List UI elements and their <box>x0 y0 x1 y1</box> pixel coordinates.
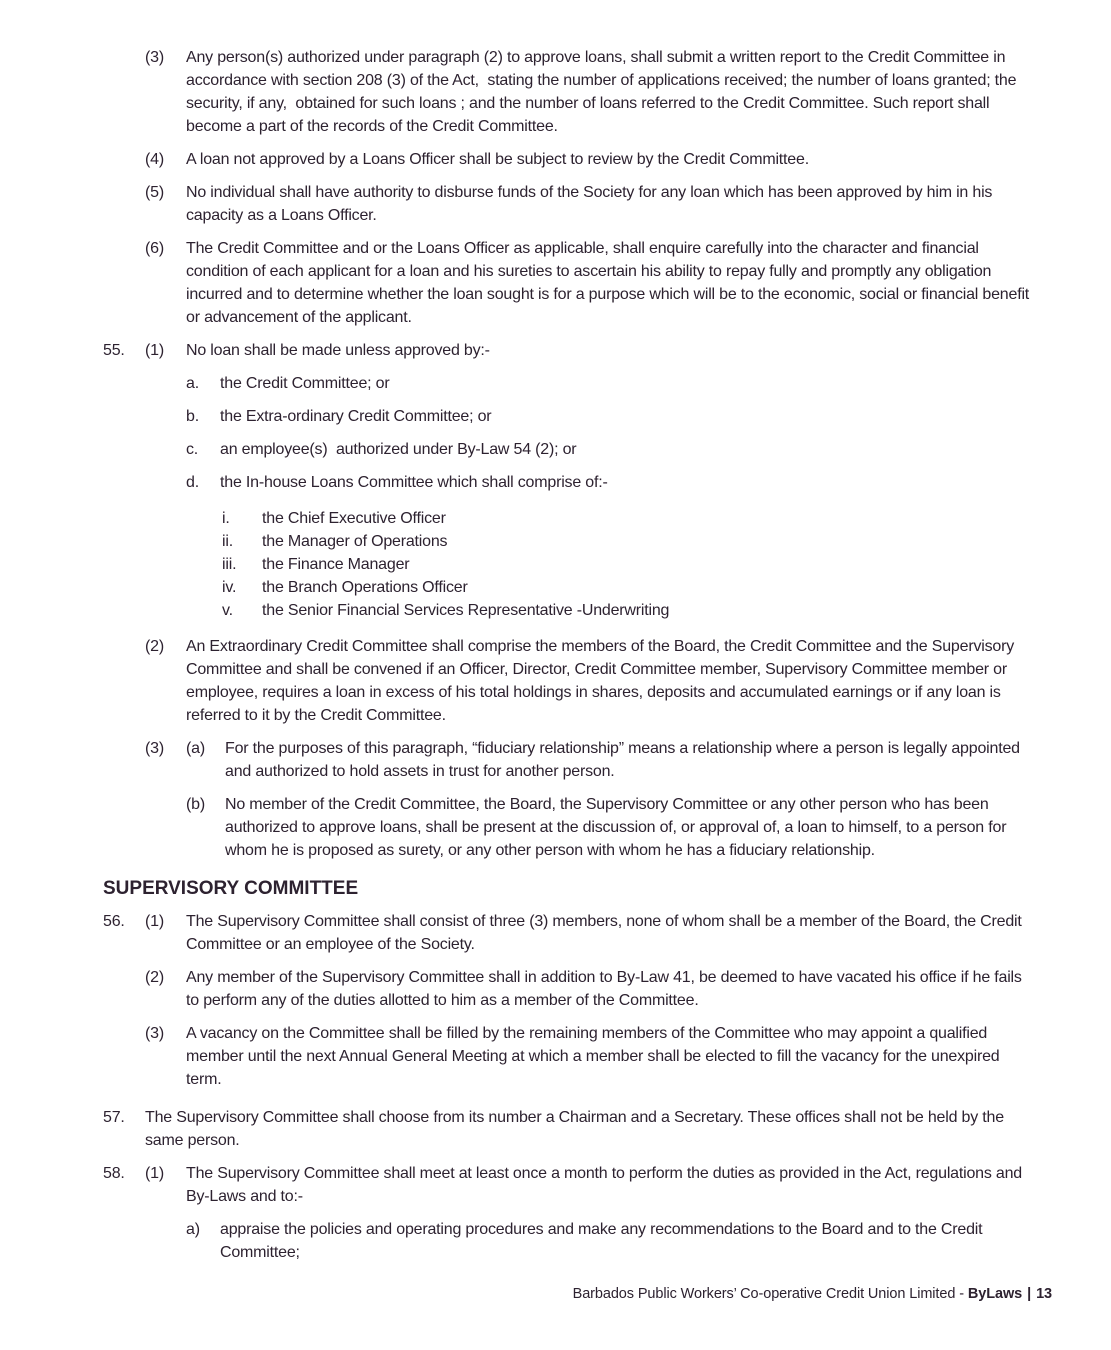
clause-text: A vacancy on the Committee shall be filled by the remaining members of the Committee who may appoint a qualified member until the next Annual General Meeting at which a member shall be elected to fill the vacancy for the unexpired term. <box>186 1025 1000 1088</box>
clause-number: (1) <box>145 913 164 930</box>
list-item-text: the Senior Financial Services Representative -Underwriting <box>262 602 670 619</box>
clause-number: (6) <box>145 240 164 257</box>
bylaw-57 <box>103 1106 1032 1152</box>
roman-item-ii <box>103 530 1032 553</box>
clause-text: The Supervisory Committee shall meet at least once a month to perform the duties as provided in the Act, regulations and By-Laws and to:- <box>186 1165 1023 1205</box>
list-item-text: the In-house Loans Committee which shall comprise of:- <box>220 474 608 491</box>
list-marker: b. <box>186 408 199 425</box>
list-marker: iv. <box>222 579 237 596</box>
list-item-text: the Extra-ordinary Credit Committee; or <box>220 408 492 425</box>
sub-clause-marker: (a) <box>186 740 205 757</box>
bylaw-55-clause-1 <box>103 339 1032 362</box>
list-marker: d. <box>186 474 199 491</box>
footer-org-name: Barbados Public Workers’ Co-operative Credit Union Limited - <box>572 1286 968 1302</box>
roman-item-iv <box>103 576 1032 599</box>
roman-item-i <box>103 507 1032 530</box>
list-item-a-58 <box>103 1218 1032 1264</box>
clause-number: (4) <box>145 151 164 168</box>
clause-2-extraordinary <box>103 635 1032 727</box>
clause-3a <box>103 737 1032 783</box>
clause-text: The Credit Committee and or the Loans Officer as applicable, shall enquire carefully into the character and financial condition of each applicant for a loan and his sureties to ascertain his ability to repay fully and promptly any obligation incurred and to determine whether the loan sought is for a purpose which will be to the economic, social or financial benefit or advancement of the applicant. <box>186 240 1030 326</box>
clause-text: Any person(s) authorized under paragraph (2) to approve loans, shall submit a written report to the Credit Committee in accordance with section 208 (3) of the Act, stating the number of applications received; the number of loans granted; the security, if any, obtained for such loans ; and the number of loans referred to the Credit Committee. Such report shall become a part of the records of the Credit Committee. <box>186 49 1017 135</box>
clause-number: (3) <box>145 49 164 66</box>
bylaw-number: 58. <box>103 1165 125 1182</box>
bylaw-56-clause-1 <box>103 910 1032 956</box>
clause-4 <box>103 148 1032 171</box>
clause-number: (2) <box>145 969 164 986</box>
list-marker: v. <box>222 602 233 619</box>
footer-bylaws-label: ByLaws <box>967 1286 1023 1302</box>
list-marker: iii. <box>222 556 237 573</box>
clause-text: A loan not approved by a Loans Officer shall be subject to review by the Credit Committee. <box>186 151 809 168</box>
footer-divider: | <box>1027 1286 1032 1302</box>
sub-clause-marker: (b) <box>186 796 205 813</box>
clause-number: (5) <box>145 184 164 201</box>
bylaw-number: 56. <box>103 913 125 930</box>
clause-number: (3) <box>145 740 164 757</box>
clause-5 <box>103 181 1032 227</box>
list-marker: a) <box>186 1221 200 1238</box>
bylaw-58-clause-1 <box>103 1162 1032 1208</box>
list-item-text: the Credit Committee; or <box>220 375 390 392</box>
list-item-a <box>103 372 1032 395</box>
clause-3b <box>103 793 1032 862</box>
list-item-text: the Chief Executive Officer <box>262 510 446 527</box>
clause-3 <box>103 46 1032 138</box>
clause-number: (2) <box>145 638 164 655</box>
bylaw-56-clause-2 <box>103 966 1032 1012</box>
list-item-text: the Finance Manager <box>262 556 410 573</box>
clause-text: An Extraordinary Credit Committee shall comprise the members of the Board, the Credit Committee and the Supervisory Committee and shall be convened if an Officer, Director, Credit Committee member, Supervisory Committee member or employee, requires a loan in excess of his total holdings in shares, deposits and accumulated earnings or if any loan is referred to it by the Credit Committee. <box>186 638 1015 724</box>
list-marker: ii. <box>222 533 233 550</box>
list-marker: a. <box>186 375 199 392</box>
bylaw-number: 57. <box>103 1109 125 1126</box>
clause-number: (3) <box>145 1025 164 1042</box>
clause-text: No member of the Credit Committee, the Board, the Supervisory Committee or any other person who has been authorized to approve loans, shall be present at the discussion of, or approval of, a loan to himself, to a person for whom he is proposed as surety, or any other person with whom he has a fiduciary relationship. <box>225 796 1007 859</box>
list-item-text: appraise the policies and operating procedures and make any recommendations to the Board and to the Credit Committee; <box>220 1221 983 1261</box>
clause-text: Any member of the Supervisory Committee shall in addition to By-Law 41, be deemed to have vacated his office if he fails to perform any of the duties allotted to him as a member of the Committee. <box>186 969 1022 1009</box>
list-marker: c. <box>186 441 199 458</box>
list-item-d <box>103 471 1032 494</box>
section-heading-supervisory-committee: SUPERVISORY COMMITTEE <box>103 878 359 899</box>
roman-item-iii <box>103 553 1032 576</box>
list-item-text: the Manager of Operations <box>262 533 448 550</box>
list-marker: i. <box>222 510 230 527</box>
bylaw-56-clause-3 <box>103 1022 1032 1091</box>
clause-text: No individual shall have authority to disburse funds of the Society for any loan which has been approved by him in his capacity as a Loans Officer. <box>186 184 993 224</box>
bylaw-number: 55. <box>103 342 125 359</box>
roman-item-v <box>103 599 1032 622</box>
page-footer <box>573 1283 1052 1306</box>
clause-text: For the purposes of this paragraph, “fiduciary relationship” means a relationship where a person is legally appointed and authorized to hold assets in trust for another person. <box>225 740 1020 780</box>
clause-text: The Supervisory Committee shall consist of three (3) members, none of whom shall be a member of the Board, the Credit Committee or an employee of the Society. <box>186 913 1022 953</box>
document-content <box>103 46 1032 1264</box>
list-item-c <box>103 438 1032 461</box>
list-item-text: an employee(s) authorized under By-Law 54 (2); or <box>220 441 577 458</box>
clause-number: (1) <box>145 1165 164 1182</box>
list-item-text: the Branch Operations Officer <box>262 579 468 596</box>
list-item-b <box>103 405 1032 428</box>
clause-text: The Supervisory Committee shall choose from its number a Chairman and a Secretary. These offices shall not be held by the same person. <box>145 1109 1004 1149</box>
clause-number: (1) <box>145 342 164 359</box>
page-number: 13 <box>1036 1286 1052 1302</box>
clause-6 <box>103 237 1032 329</box>
clause-text: No loan shall be made unless approved by:- <box>186 342 490 359</box>
